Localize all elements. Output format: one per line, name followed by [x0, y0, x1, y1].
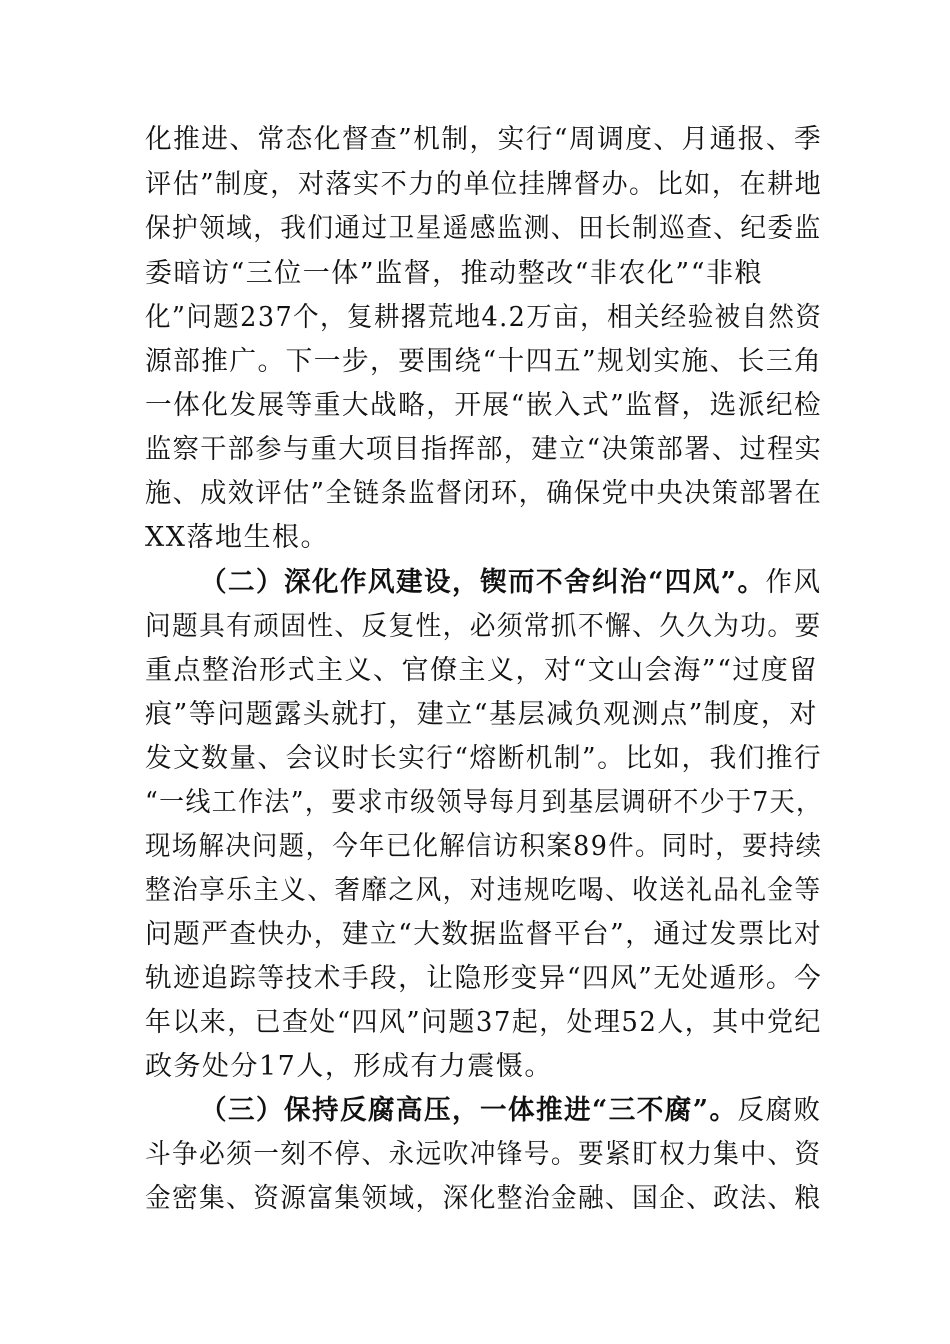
paragraph-line: 保护领域，我们通过卫星遥感监测、田长制巡查、纪委监 [145, 213, 822, 244]
paragraph-line: 化”问题237个，复耕撂荒地4.2万亩，相关经验被自然资 [145, 302, 823, 333]
paragraph-line: 斗争必须一刻不停、永远吹冲锋号。要紧盯权力集中、资 [145, 1139, 822, 1170]
paragraph-line: 一体化发展等重大战略，开展“嵌入式”监督，选派纪检 [145, 390, 823, 421]
section-2-first-line [200, 561, 822, 605]
paragraph-line: 政务处分17人，形成有力震慑。 [145, 1051, 553, 1082]
paragraph-line: 监察干部参与重大项目指挥部，建立“决策部署、过程实 [145, 434, 823, 465]
section-2-first-line-rest: 作风 [765, 567, 822, 598]
paragraph-line: 整治享乐主义、奢靡之风，对违规吃喝、收送礼品礼金等 [145, 875, 822, 906]
paragraph-line: 评估”制度，对落实不力的单位挂牌督办。比如，在耕地 [145, 169, 823, 200]
paragraph-line: 金密集、资源富集领域，深化整治金融、国企、政法、粮 [145, 1183, 822, 1214]
section-3-first-line [200, 1089, 822, 1133]
paragraph-line: 化推进、常态化督查”机制，实行“周调度、月通报、季 [145, 124, 823, 155]
paragraph-line: XX落地生根。 [145, 522, 329, 553]
paragraph-line: 问题严查快办，建立“大数据监督平台”，通过发票比对 [145, 919, 823, 950]
paragraph-line: 施、成效评估”全链条监督闭环，确保党中央决策部署在 [145, 478, 823, 509]
paragraph-line: 年以来，已查处“四风”问题37起，处理52人，其中党纪 [145, 1007, 822, 1038]
paragraph-line: 重点整治形式主义、官僚主义，对“文山会海”“过度留 [145, 655, 818, 686]
paragraph-line: 发文数量、会议时长实行“熔断机制”。比如，我们推行 [145, 743, 823, 774]
section-2-heading: （二）深化作风建设，锲而不舍纠治“四风”。 [200, 567, 766, 598]
section-3-heading: （三）保持反腐高压，一体推进“三不腐”。 [200, 1095, 738, 1126]
paragraph-line: 源部推广。下一步，要围绕“十四五”规划实施、长三角 [145, 346, 823, 377]
section-3-first-line-rest: 反腐败 [737, 1095, 822, 1126]
paragraph-line: 轨迹追踪等技术手段，让隐形变异“四风”无处遁形。今 [145, 963, 823, 994]
paragraph-line: 痕”等问题露头就打，建立“基层减负观测点”制度，对 [145, 699, 818, 730]
paragraph-line: 问题具有顽固性、反复性，必须常抓不懈、久久为功。要 [145, 611, 822, 642]
paragraph-line: 委暗访“三位一体”监督，推动整改“非农化”“非粮 [145, 258, 764, 289]
paragraph-line: “一线工作法”，要求市级领导每月到基层调研不少于7天， [145, 787, 823, 818]
paragraph-line: 现场解决问题，今年已化解信访积案89件。同时，要持续 [145, 831, 823, 862]
